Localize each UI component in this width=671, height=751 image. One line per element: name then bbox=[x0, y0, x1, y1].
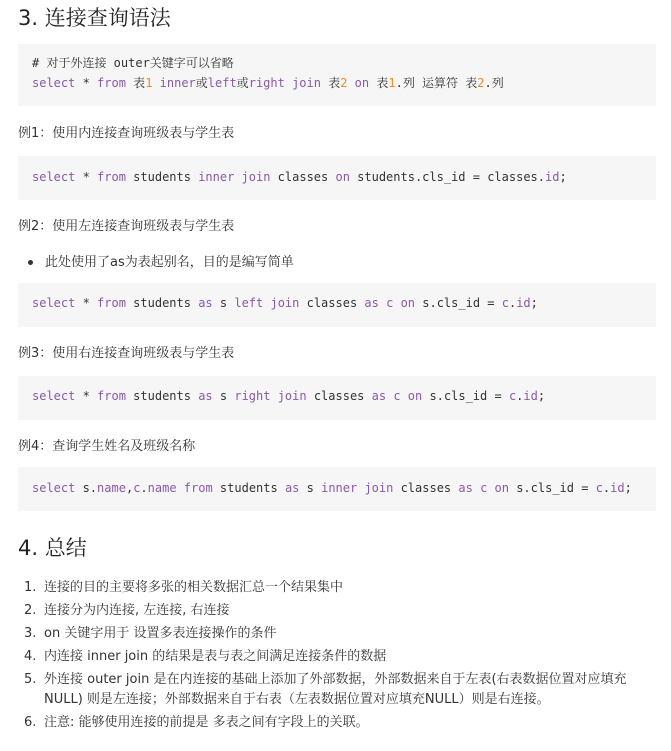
example-4-code: select s.name,c.name from students as s inner join classes as c on s.cls_id = c.id; bbox=[32, 481, 632, 495]
summary-item-1: 1. 连接的目的主要将多张的相关数据汇总一个结果集中 bbox=[24, 580, 344, 595]
summary-item-5: 5. 外连接 outer join 是在内连接的基础上添加了外部数据，外部数据来自于左表(右表数据位置对应填充NULL) 则是左连接；外部数据来自于右表（左表数据位置对应填充NULL）则是右连接。 bbox=[24, 672, 627, 707]
example-2-title: 例2：使用左连接查询班级表与学生表 bbox=[18, 219, 235, 234]
code-syntax-line: select * from 表1 inner或left或right join 表2 on 表1.列 运算符 表2.列 bbox=[32, 76, 504, 90]
example-4-title: 例4：查询学生姓名及班级名称 bbox=[18, 439, 196, 454]
example-2-code: select * from students as s left join classes as c on s.cls_id = c.id; bbox=[32, 296, 538, 310]
summary-item-6: 6. 注意: 能够使用连接的前提是 多表之间有字段上的关联。 bbox=[24, 715, 369, 730]
summary-item-2: 2. 连接分为内连接, 左连接, 右连接 bbox=[24, 603, 230, 618]
example-1-title: 例1：使用内连接查询班级表与学生表 bbox=[18, 126, 235, 141]
example-3-code: select * from students as s right join classes as c on s.cls_id = c.id; bbox=[32, 389, 546, 403]
summary-item-4: 4. 内连接 inner join 的结果是表与表之间满足连接条件的数据 bbox=[24, 649, 387, 664]
example-2-bullet: 此处使用了as为表起别名，目的是编写简单 bbox=[18, 256, 294, 269]
example-3-title: 例3：使用右连接查询班级表与学生表 bbox=[18, 346, 235, 361]
example-2-bullets bbox=[18, 256, 294, 269]
example-2-code-block bbox=[18, 283, 656, 327]
example-1-code: select * from students inner join classes on students.cls_id = classes.id; bbox=[32, 170, 567, 184]
section-3-heading: 3. 连接查询语法 bbox=[18, 6, 171, 30]
section-4-heading: 4. 总结 bbox=[18, 536, 87, 560]
summary-item-3: 3. on 关键字用于 设置多表连接操作的条件 bbox=[24, 626, 277, 641]
summary-list bbox=[18, 578, 658, 736]
code-comment: # 对于外连接 outer关键字可以省略 bbox=[32, 56, 234, 70]
example-4-code-block bbox=[18, 467, 656, 511]
example-1-code-block bbox=[18, 156, 656, 200]
example-3-code-block bbox=[18, 376, 656, 420]
syntax-code-block bbox=[18, 44, 656, 106]
